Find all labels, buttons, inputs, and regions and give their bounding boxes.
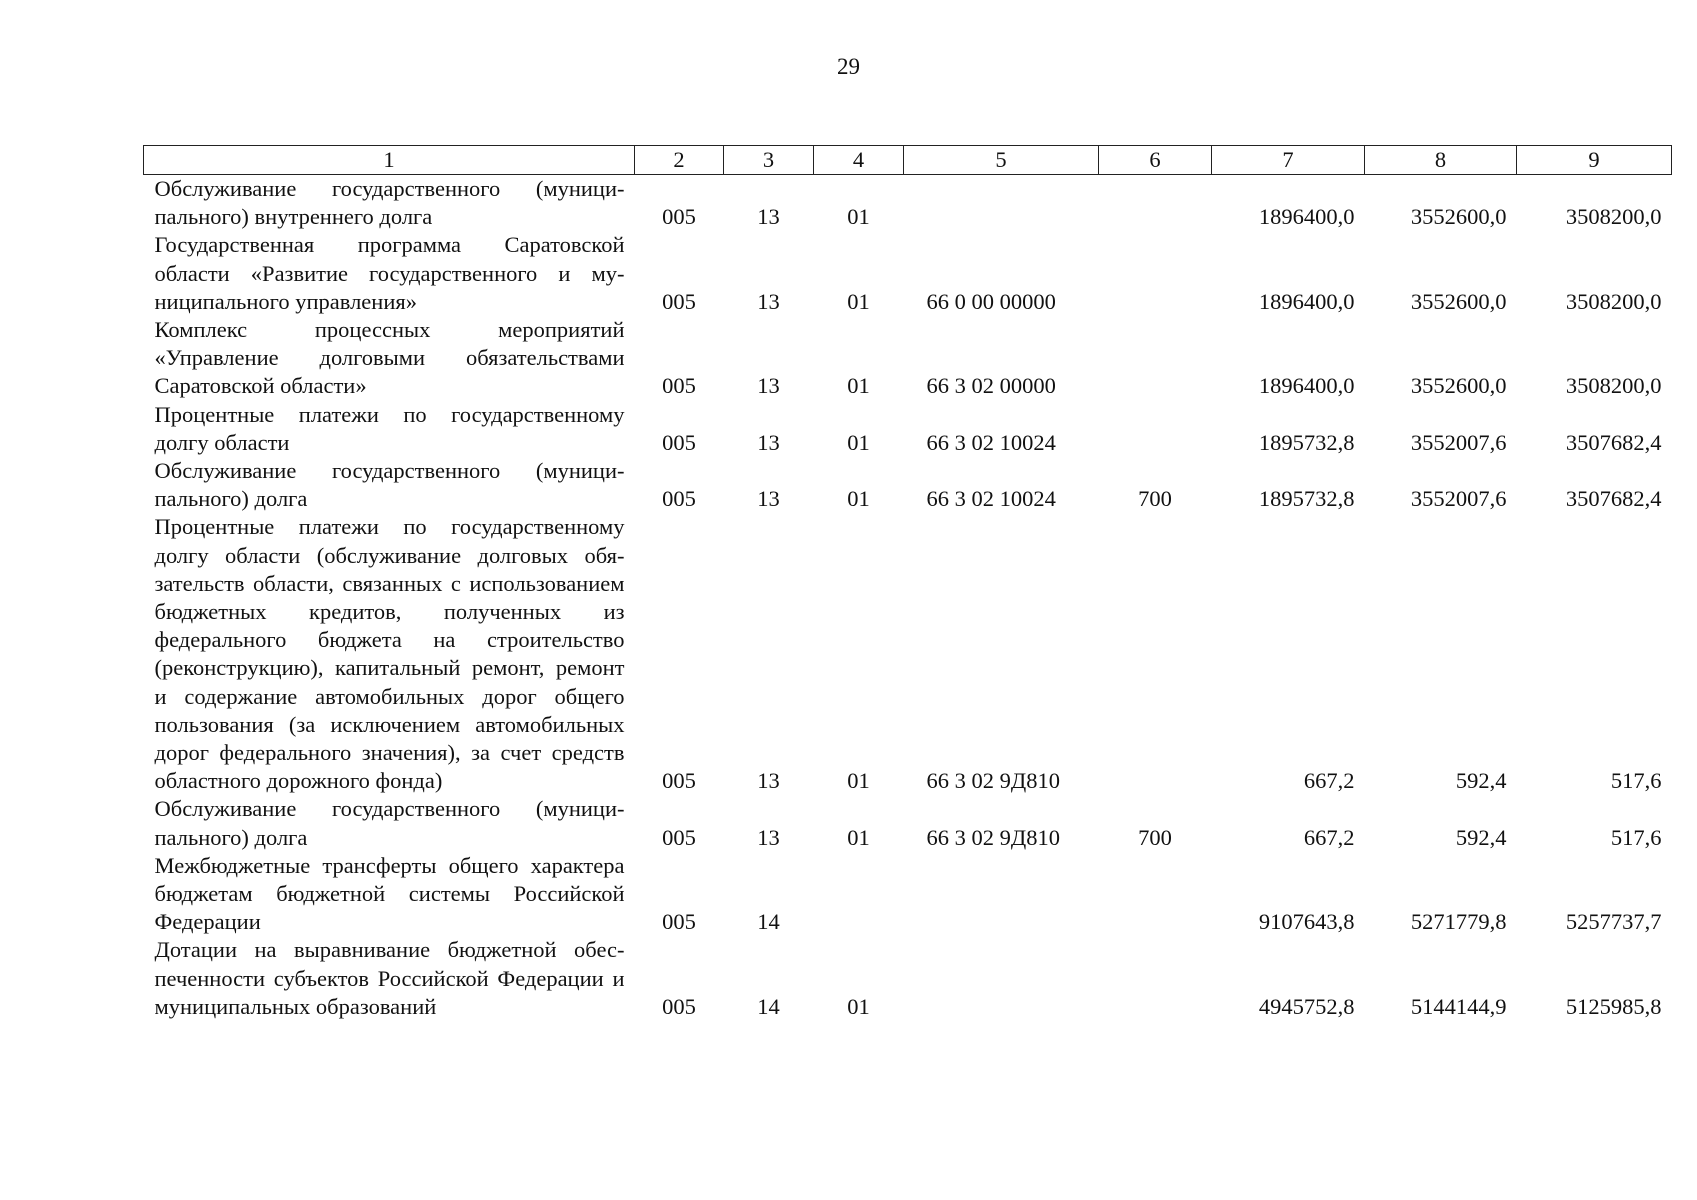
target-article-cell	[904, 852, 1099, 937]
subsection-cell: 01	[847, 204, 870, 230]
subsection-cell: 01	[847, 373, 870, 399]
page-number: 29	[837, 54, 860, 79]
subsection-cell: 01	[847, 993, 870, 1019]
amount-year1-cell: 9107643,8	[1258, 909, 1355, 935]
section-cell: 14	[757, 909, 780, 935]
target-article-cell: 66 3 02 10024	[926, 486, 1056, 512]
table-row	[144, 231, 1672, 316]
amount-year2-cell: 5144144,9	[1410, 993, 1507, 1019]
subsection-cell: 01	[847, 288, 870, 314]
target-article-cell: 66 3 02 9Д810	[926, 824, 1060, 850]
amount-year2-cell: 3552007,6	[1410, 486, 1507, 512]
target-article-cell: 66 3 02 00000	[926, 373, 1056, 399]
expense-type-cell	[1099, 401, 1212, 457]
table-row	[144, 936, 1672, 1021]
section-cell: 13	[757, 373, 780, 399]
table-row	[144, 795, 1672, 851]
section-cell: 13	[757, 824, 780, 850]
amount-year1-cell: 1895732,8	[1258, 429, 1355, 455]
row-name-cell: Межбюджетные трансферты общего характера бюджетам бюджетной системы Российской Федерации	[154, 852, 625, 935]
amount-year3-cell: 517,6	[1610, 824, 1662, 850]
table-row	[144, 175, 1672, 232]
admin-code-cell: 005	[662, 204, 696, 230]
target-article-cell	[904, 936, 1099, 1021]
expense-type-cell	[1099, 852, 1212, 937]
amount-year1-cell: 667,2	[1303, 824, 1355, 850]
budget-table	[143, 145, 1672, 1021]
expense-type-cell	[1099, 936, 1212, 1021]
row-name-cell: Обслуживание государственного (муниципального) долга	[154, 458, 625, 512]
admin-code-cell: 005	[662, 768, 696, 794]
expense-type-cell	[1099, 175, 1212, 232]
expense-type-cell	[1099, 231, 1212, 316]
admin-code-cell: 005	[662, 429, 696, 455]
amount-year2-cell: 5271779,8	[1410, 909, 1507, 935]
amount-year2-cell: 3552600,0	[1410, 204, 1507, 230]
table-body	[144, 175, 1672, 1022]
row-name-cell: Процентные платежи по государственному долгу области (обслуживание долговых обязательств области, связанных с использованием бюджетных кредитов, полученных из федерального бюджета на строительство (реконструкцию), капитальный ремонт, ремонт и содержание автомобильных дорог общего пользования (за исключением автомобильных дорог федерального значения), за счет средств областного дорожного фонда)	[154, 514, 625, 794]
admin-code-cell: 005	[662, 909, 696, 935]
amount-year1-cell: 1896400,0	[1258, 288, 1355, 314]
column-header: 9	[1517, 146, 1672, 175]
subsection-cell: 01	[847, 486, 870, 512]
target-article-cell: 66 3 02 9Д810	[926, 768, 1060, 794]
column-header: 3	[724, 146, 814, 175]
table-header-row	[144, 146, 1672, 175]
section-cell: 13	[757, 429, 780, 455]
amount-year2-cell: 3552007,6	[1410, 429, 1507, 455]
amount-year1-cell: 667,2	[1303, 768, 1355, 794]
column-header: 4	[814, 146, 904, 175]
subsection-cell: 01	[847, 429, 870, 455]
section-cell: 13	[757, 768, 780, 794]
expense-type-cell	[1099, 513, 1212, 795]
target-article-cell: 66 0 00 00000	[926, 288, 1056, 314]
admin-code-cell: 005	[662, 373, 696, 399]
table-row	[144, 401, 1672, 457]
amount-year2-cell: 3552600,0	[1410, 288, 1507, 314]
amount-year3-cell: 3508200,0	[1565, 288, 1662, 314]
amount-year2-cell: 592,4	[1455, 824, 1507, 850]
admin-code-cell: 005	[662, 486, 696, 512]
expense-type-cell	[1099, 316, 1212, 401]
table-row	[144, 852, 1672, 937]
admin-code-cell: 005	[662, 288, 696, 314]
row-name-cell: Дотации на выравнивание бюджетной обеспеченности субъектов Российской Федерации и муниципальных образований	[154, 937, 625, 1019]
expense-type-cell: 700	[1138, 824, 1172, 850]
expense-type-cell: 700	[1138, 486, 1172, 512]
amount-year2-cell: 3552600,0	[1410, 373, 1507, 399]
column-header: 2	[635, 146, 724, 175]
admin-code-cell: 005	[662, 824, 696, 850]
row-name-cell: Обслуживание государственного (муниципального) внутреннего долга	[154, 176, 625, 230]
column-header: 6	[1099, 146, 1212, 175]
target-article-cell	[904, 175, 1099, 232]
amount-year1-cell: 4945752,8	[1258, 993, 1355, 1019]
section-cell: 13	[757, 288, 780, 314]
table-row	[144, 457, 1672, 513]
section-cell: 13	[757, 486, 780, 512]
subsection-cell	[814, 852, 904, 937]
row-name-cell: Государственная программа Саратовской области «Развитие государственного и муниципального управления»	[154, 232, 625, 314]
target-article-cell: 66 3 02 10024	[926, 429, 1056, 455]
row-name-cell: Процентные платежи по государственному долгу области	[154, 401, 625, 455]
amount-year3-cell: 5257737,7	[1565, 909, 1662, 935]
column-header: 5	[904, 146, 1099, 175]
row-name-cell: Обслуживание государственного (муниципального) долга	[154, 796, 625, 850]
column-header: 1	[144, 146, 635, 175]
amount-year3-cell: 517,6	[1610, 768, 1662, 794]
admin-code-cell: 005	[662, 993, 696, 1019]
amount-year3-cell: 3508200,0	[1565, 204, 1662, 230]
section-cell: 13	[757, 204, 780, 230]
table-row	[144, 513, 1672, 795]
amount-year3-cell: 3507682,4	[1565, 486, 1662, 512]
table-row	[144, 316, 1672, 401]
subsection-cell: 01	[847, 768, 870, 794]
subsection-cell: 01	[847, 824, 870, 850]
amount-year2-cell: 592,4	[1455, 768, 1507, 794]
section-cell: 14	[757, 993, 780, 1019]
amount-year3-cell: 3508200,0	[1565, 373, 1662, 399]
row-name-cell: Комплекс процессных мероприятий «Управление долговыми обязательствами Саратовской области»	[154, 317, 625, 399]
amount-year3-cell: 3507682,4	[1565, 429, 1662, 455]
amount-year3-cell: 5125985,8	[1565, 993, 1662, 1019]
amount-year1-cell: 1896400,0	[1258, 204, 1355, 230]
amount-year1-cell: 1896400,0	[1258, 373, 1355, 399]
amount-year1-cell: 1895732,8	[1258, 486, 1355, 512]
column-header: 7	[1212, 146, 1365, 175]
column-header: 8	[1365, 146, 1517, 175]
